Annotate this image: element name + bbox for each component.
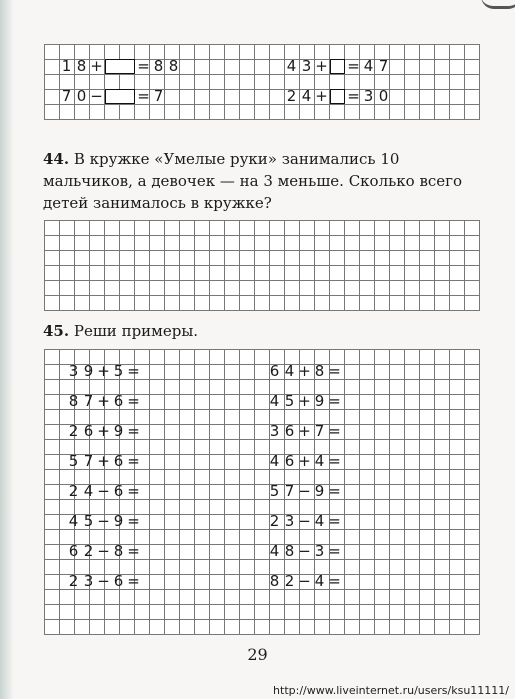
equation-symbol: =: [347, 87, 360, 105]
exercise-symbol: 9: [83, 362, 94, 380]
exercise-row[interactable]: [267, 424, 342, 439]
exercise-symbol: −: [97, 572, 110, 590]
exercise-symbol: +: [298, 392, 311, 410]
exercise-symbol: =: [127, 482, 140, 500]
missing-number-box[interactable]: [330, 59, 345, 74]
exercise-symbol: =: [127, 452, 140, 470]
exercise-symbol: −: [97, 542, 110, 560]
equation-symbol: −: [90, 87, 103, 105]
exercise-symbol: =: [127, 392, 140, 410]
exercise-symbol: 6: [113, 482, 124, 500]
exercise-symbol: 5: [113, 362, 124, 380]
exercise-symbol: 4: [284, 362, 295, 380]
exercise-symbol: 6: [284, 452, 295, 470]
task-45: [43, 320, 483, 342]
exercise-symbol: −: [298, 542, 311, 560]
exercise-symbol: 2: [68, 572, 79, 590]
equation-symbol: =: [137, 57, 150, 75]
exercise-symbol: =: [328, 452, 341, 470]
exercise-symbol: 3: [83, 572, 94, 590]
exercise-symbol: 2: [83, 542, 94, 560]
equation-symbol: 4: [286, 57, 297, 75]
exercise-symbol: =: [328, 542, 341, 560]
equation-symbol: 2: [286, 87, 297, 105]
exercise-symbol: 6: [269, 362, 280, 380]
equation-symbol: 8: [168, 57, 179, 75]
exercise-symbol: 3: [68, 362, 79, 380]
exercise-symbol: =: [328, 422, 341, 440]
exercise-row[interactable]: [267, 574, 342, 589]
exercise-row[interactable]: [66, 394, 141, 409]
exercise-symbol: 9: [113, 422, 124, 440]
exercise-symbol: 5: [269, 482, 280, 500]
exercise-symbol: −: [298, 482, 311, 500]
exercise-row[interactable]: [66, 364, 141, 379]
exercise-symbol: +: [298, 362, 311, 380]
equation-symbol: =: [347, 57, 360, 75]
exercise-symbol: =: [127, 362, 140, 380]
exercise-symbol: 3: [284, 512, 295, 530]
equation-symbol: 7: [378, 57, 389, 75]
exercise-row[interactable]: [66, 544, 141, 559]
equation: [284, 59, 391, 74]
equation-symbol: +: [315, 87, 328, 105]
exercise-symbol: 8: [314, 362, 325, 380]
exercise-symbol: =: [328, 392, 341, 410]
exercise-symbol: 8: [68, 392, 79, 410]
page-edge-shadow: [0, 0, 14, 699]
exercise-symbol: =: [127, 512, 140, 530]
equation-symbol: 4: [363, 57, 374, 75]
top-equation-grid: [44, 44, 480, 120]
exercise-row[interactable]: [66, 484, 141, 499]
exercise-symbol: −: [298, 512, 311, 530]
exercise-symbol: =: [328, 512, 341, 530]
exercise-symbol: 8: [113, 542, 124, 560]
exercise-symbol: 4: [269, 542, 280, 560]
missing-number-box[interactable]: [105, 59, 135, 74]
exercise-symbol: 2: [269, 512, 280, 530]
exercise-row[interactable]: [267, 484, 342, 499]
task-45-number: 45.: [43, 322, 70, 340]
missing-number-box[interactable]: [105, 89, 135, 104]
exercise-symbol: 6: [113, 452, 124, 470]
exercise-symbol: +: [97, 362, 110, 380]
page-corner-mark: [481, 0, 515, 9]
exercise-symbol: +: [298, 422, 311, 440]
exercise-symbol: 6: [83, 422, 94, 440]
equation: [59, 89, 166, 104]
exercise-symbol: =: [127, 422, 140, 440]
exercise-symbol: 4: [314, 572, 325, 590]
exercise-symbol: =: [127, 542, 140, 560]
equation-symbol: 8: [76, 57, 87, 75]
equation: [284, 89, 391, 104]
exercise-row[interactable]: [66, 574, 141, 589]
exercise-symbol: 4: [314, 452, 325, 470]
exercise-symbol: 2: [68, 422, 79, 440]
exercise-symbol: 9: [113, 512, 124, 530]
exercise-symbol: 9: [314, 482, 325, 500]
watermark-url: http://www.liveinternet.ru/users/ksu11111/: [273, 684, 509, 697]
exercise-row[interactable]: [66, 514, 141, 529]
exercise-symbol: =: [127, 572, 140, 590]
equation-symbol: 3: [363, 87, 374, 105]
exercise-symbol: 4: [269, 452, 280, 470]
exercise-symbol: 7: [284, 482, 295, 500]
exercise-symbol: 6: [113, 572, 124, 590]
exercise-row[interactable]: [267, 394, 342, 409]
exercise-symbol: 3: [314, 542, 325, 560]
exercise-row[interactable]: [267, 364, 342, 379]
exercise-row[interactable]: [267, 514, 342, 529]
exercise-symbol: 7: [314, 422, 325, 440]
equation-symbol: 4: [301, 87, 312, 105]
exercise-symbol: 3: [269, 422, 280, 440]
exercise-row[interactable]: [66, 424, 141, 439]
equation-symbol: 8: [153, 57, 164, 75]
exercise-symbol: 4: [68, 512, 79, 530]
exercise-symbol: +: [298, 452, 311, 470]
exercise-row[interactable]: [267, 544, 342, 559]
exercise-symbol: 8: [284, 542, 295, 560]
equation-symbol: 0: [378, 87, 389, 105]
equation-symbol: +: [90, 57, 103, 75]
exercise-symbol: −: [97, 482, 110, 500]
exercise-symbol: 6: [113, 392, 124, 410]
exercise-symbol: 9: [314, 392, 325, 410]
exercise-symbol: 6: [68, 542, 79, 560]
exercise-row[interactable]: [267, 454, 342, 469]
task-44-answer-grid[interactable]: [44, 220, 480, 311]
exercise-row[interactable]: [66, 454, 141, 469]
exercise-symbol: +: [97, 422, 110, 440]
exercise-symbol: 5: [68, 452, 79, 470]
exercise-symbol: 2: [68, 482, 79, 500]
equation-symbol: 3: [301, 57, 312, 75]
exercise-symbol: 5: [284, 392, 295, 410]
task-45-text: Реши примеры.: [73, 322, 199, 340]
exercise-symbol: =: [328, 572, 341, 590]
exercise-symbol: =: [328, 482, 341, 500]
exercise-symbol: 7: [83, 452, 94, 470]
equation-symbol: 0: [76, 87, 87, 105]
missing-number-box[interactable]: [330, 89, 345, 104]
equation-symbol: =: [137, 87, 150, 105]
exercise-symbol: 4: [314, 512, 325, 530]
exercise-symbol: 6: [284, 422, 295, 440]
task-44-number: 44.: [43, 150, 70, 168]
exercise-symbol: +: [97, 392, 110, 410]
exercise-symbol: +: [97, 452, 110, 470]
page-number: 29: [247, 645, 268, 664]
exercise-symbol: 4: [83, 482, 94, 500]
exercise-symbol: 5: [83, 512, 94, 530]
exercise-symbol: 4: [269, 392, 280, 410]
exercise-symbol: −: [298, 572, 311, 590]
task-44: [43, 148, 483, 214]
exercise-symbol: −: [97, 512, 110, 530]
equation-symbol: 7: [61, 87, 72, 105]
exercise-symbol: =: [328, 362, 341, 380]
task-44-text: В кружке «Умелые руки» занимались 10 мальчиков, а девочек — на 3 меньше. Сколько всего детей занималось в кружке?: [43, 150, 463, 212]
exercise-symbol: 7: [83, 392, 94, 410]
equation: [59, 59, 181, 74]
equation-symbol: +: [315, 57, 328, 75]
exercise-symbol: 2: [284, 572, 295, 590]
equation-symbol: 7: [153, 87, 164, 105]
equation-symbol: 1: [61, 57, 72, 75]
exercise-symbol: 8: [269, 572, 280, 590]
